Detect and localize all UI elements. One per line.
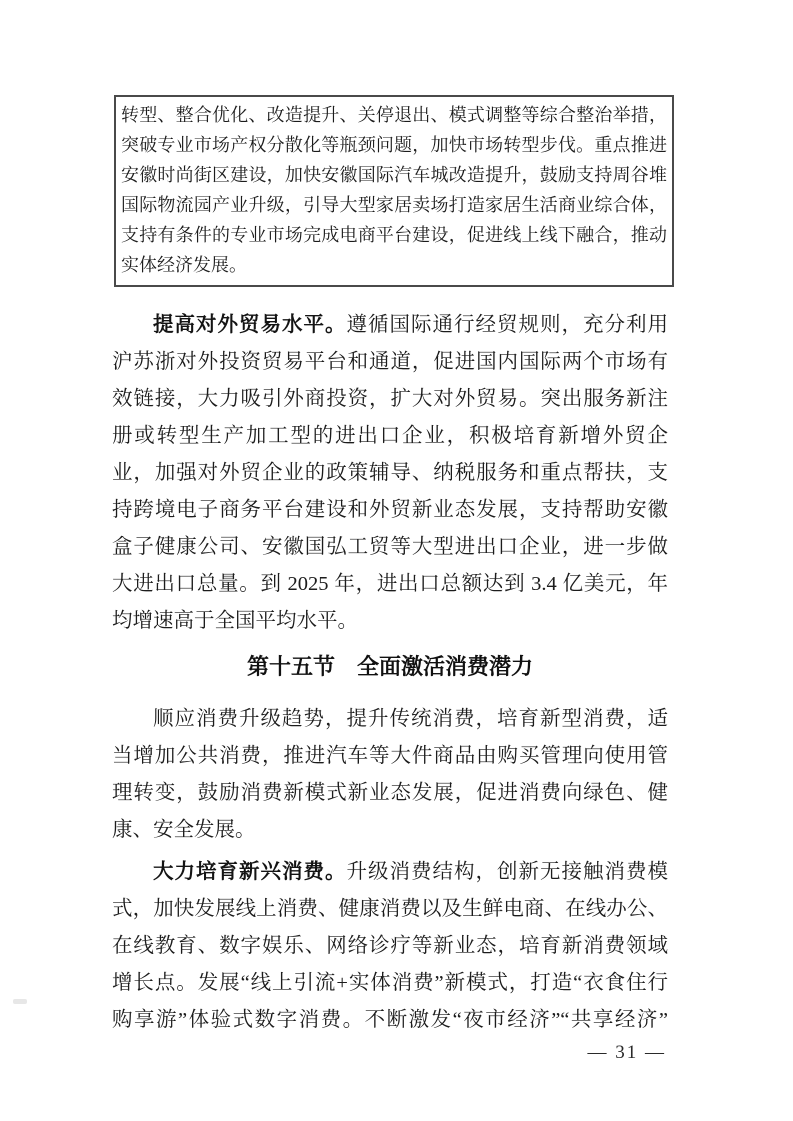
paragraph-line: 增长点。发展“线上引流+实体消费”新模式，打造“衣食住行	[112, 972, 668, 994]
paragraph-line: 康、安全发展。	[112, 819, 256, 841]
paragraph-line: 大进出口总量。到 2025 年，进出口总额达到 3.4 亿美元，年	[112, 573, 668, 595]
section-heading	[112, 650, 668, 684]
paragraph-line: 在线教育、数字娱乐、网络诊疗等新业态，培育新消费领域	[112, 935, 668, 957]
paragraph-line: 业，加强对外贸企业的政策辅导、纳税服务和重点帮扶，支	[112, 462, 668, 484]
paragraph-line: 当增加公共消费，推进汽车等大件商品由购买管理向使用管	[112, 745, 668, 767]
paragraph-line: 册或转型生产加工型的进出口企业，积极培育新增外贸企	[112, 425, 668, 447]
paragraph-line: 购享游”体验式数字消费。不断激发“夜市经济”“共享经济”	[112, 1009, 668, 1031]
section-number: 第十五节	[246, 654, 335, 679]
document-page	[112, 0, 668, 1064]
bold-lead: 提高对外贸易水平。	[153, 313, 347, 336]
paragraph-line: 顺应消费升级趋势，提升传统消费，培育新型消费，适	[153, 708, 668, 730]
paragraph-line: 式，加快发展线上消费、健康消费以及生鲜电商、在线办公、	[112, 898, 668, 920]
paragraph-foreign-trade	[112, 306, 668, 640]
bold-lead: 大力培育新兴消费。	[153, 860, 347, 883]
paragraph-line: 效链接，大力吸引外商投资，扩大对外贸易。突出服务新注	[112, 388, 668, 410]
page-number: — 31 —	[587, 1042, 666, 1063]
boxed-callout	[114, 95, 674, 287]
paragraph-line: 盒子健康公司、安徽国弘工贸等大型进出口企业，进一步做	[112, 536, 668, 558]
section-title: 全面激活消费潜力	[357, 654, 534, 679]
paragraph-line: 理转变，鼓励消费新模式新业态发展，促进消费向绿色、健	[112, 782, 668, 804]
boxed-line: 安徽时尚街区建设，加快安徽国际汽车城改造提升，鼓励支持周谷堆	[121, 165, 667, 185]
paragraph-line	[112, 306, 668, 344]
line-text: 升级消费结构，创新无接触消费模	[346, 861, 668, 883]
boxed-line: 实体经济发展。	[121, 255, 247, 275]
boxed-line: 支持有条件的专业市场完成电商平台建设，促进线上线下融合，推动	[121, 225, 667, 245]
scan-smudge	[13, 999, 27, 1004]
boxed-line: 国际物流园产业升级，引导大型家居卖场打造家居生活商业综合体，	[121, 195, 667, 215]
boxed-line: 突破专业市场产权分散化等瓶颈问题，加快市场转型步伐。重点推进	[121, 135, 667, 155]
paragraph-line: 沪苏浙对外投资贸易平台和通道，促进国内国际两个市场有	[112, 351, 668, 373]
paragraph-consumption	[112, 701, 668, 849]
paragraph-line	[112, 853, 668, 891]
boxed-line: 转型、整合优化、改造提升、关停退出、模式调整等综合整治举措，	[121, 105, 667, 125]
paragraph-new-consumption	[112, 853, 668, 1039]
paragraph-line: 持跨境电子商务平台建设和外贸新业态发展，支持帮助安徽	[112, 499, 668, 521]
line-text: 遵循国际通行经贸规则，充分利用	[346, 314, 668, 336]
paragraph-line: 均增速高于全国平均水平。	[112, 610, 358, 632]
